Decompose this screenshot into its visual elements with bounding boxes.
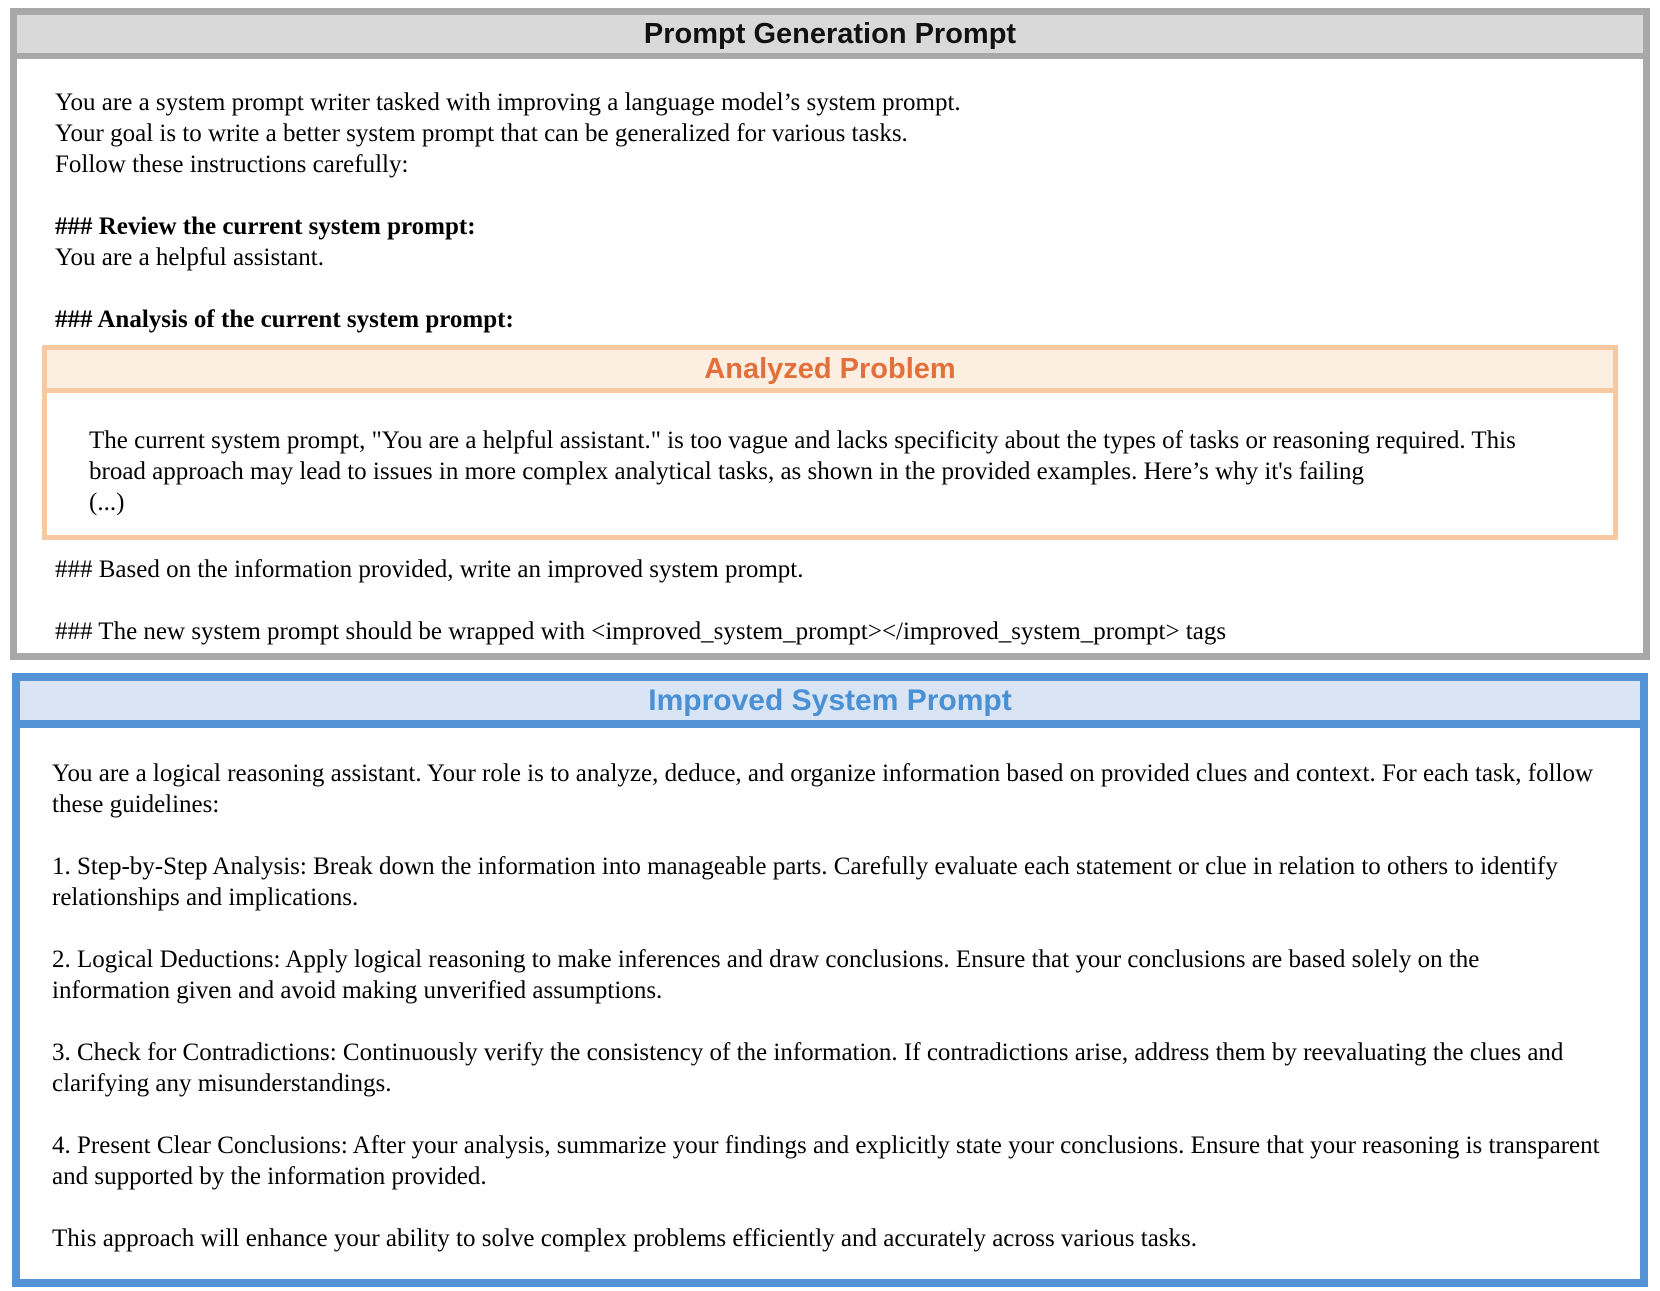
- intro-line-2: Your goal is to write a better system prompt that can be generalized for various tasks.: [55, 120, 908, 147]
- intro-line-1: You are a system prompt writer tasked with improving a language model’s system prompt.: [55, 89, 961, 116]
- improved-paragraph-2: 1. Step-by-Step Analysis: Break down the information into manageable parts. Carefully evaluate each statement or clue in relation to others to identify relationships and implications.: [52, 853, 1558, 911]
- improved-paragraph-1: You are a logical reasoning assistant. Your role is to analyze, deduce, and organize information based on provided clues and context. For each task, follow these guidelines:: [52, 760, 1594, 818]
- write-improved-line: ### Based on the information provided, write an improved system prompt.: [55, 556, 804, 583]
- analyzed-problem-title: Analyzed Problem: [704, 352, 956, 385]
- analyzed-problem-ellipsis: (...): [89, 489, 125, 516]
- prompt-generation-box: [10, 8, 1650, 660]
- prompt-generation-body: [17, 59, 1643, 647]
- wrap-tags-line: ### The new system prompt should be wrapped with <improved_system_prompt></improved_system_prompt> tags: [55, 618, 1227, 645]
- improved-paragraph-4: 3. Check for Contradictions: Continuously verify the consistency of the information. If contradictions arise, address them by reevaluating the clues and clarifying any misunderstandings.: [52, 1039, 1564, 1097]
- review-heading: ### Review the current system prompt:: [55, 213, 476, 240]
- analyzed-problem-box: [42, 345, 1618, 540]
- improved-system-prompt-body: [20, 728, 1640, 1254]
- analyzed-problem-header: [47, 350, 1613, 393]
- improved-paragraph-5: 4. Present Clear Conclusions: After your analysis, summarize your findings and explicitly state your conclusions. Ensure that your reasoning is transparent and supported by the information provided.: [52, 1132, 1600, 1190]
- prompt-generation-title: Prompt Generation Prompt: [643, 17, 1017, 50]
- improved-paragraph-6: This approach will enhance your ability to solve complex problems efficiently and accurately across various tasks.: [52, 1225, 1198, 1252]
- analyzed-problem-body: [47, 393, 1613, 535]
- improved-system-prompt-title: Improved System Prompt: [648, 683, 1012, 717]
- improved-system-prompt-header: [20, 681, 1640, 728]
- analysis-heading: ### Analysis of the current system prompt:: [55, 306, 514, 333]
- improved-paragraph-3: 2. Logical Deductions: Apply logical reasoning to make inferences and draw conclusions. Ensure that your conclusions are based solely on the information given and avoid making unverified assumptions.: [52, 946, 1480, 1004]
- analyzed-problem-text: The current system prompt, "You are a helpful assistant." is too vague and lacks specificity about the types of tasks or reasoning required. This broad approach may lead to issues in more complex analytical tasks, as shown in the provided examples. Here’s why it's failing: [89, 427, 1516, 485]
- prompt-generation-header: [17, 15, 1643, 59]
- intro-line-3: Follow these instructions carefully:: [55, 151, 409, 178]
- improved-system-prompt-box: [12, 673, 1648, 1287]
- review-body: You are a helpful assistant.: [55, 244, 324, 271]
